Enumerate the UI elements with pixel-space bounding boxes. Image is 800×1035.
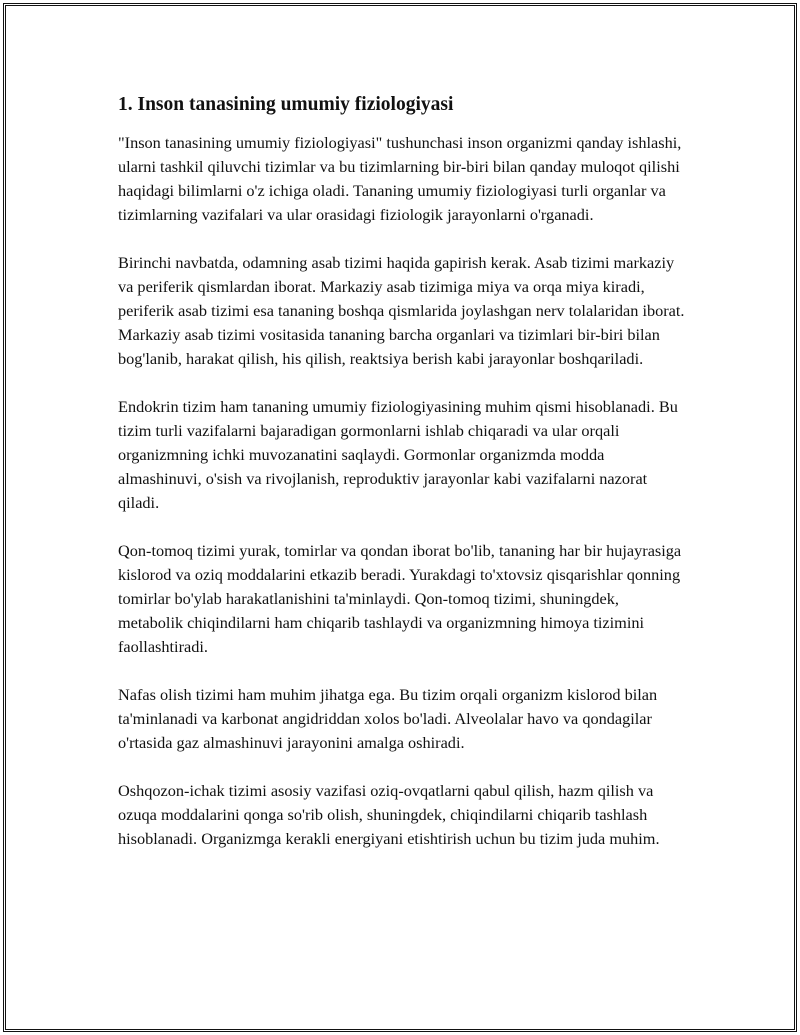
paragraph-nervous-system: Birinchi navbatda, odamning asab tizimi haqida gapirish kerak. Asab tizimi markaziy va periferik qismlardan iborat. Markaziy asab tizimiga miya va orqa miya kiradi, periferik asab tizimi esa tananing boshqa qismlarida joylashgan nerv tolalaridan iborat. Markaziy asab tizimi vositasida tananing barcha organlari va tizimlari bir-biri bilan bog'lanib, harakat qilish, his qilish, reaktsiya berish kabi jarayonlar boshqariladi.	[118, 253, 685, 368]
paragraph-endocrine-system: Endokrin tizim ham tananing umumiy fiziologiyasining muhim qismi hisoblanadi. Bu tizim turli vazifalarni bajaradigan gormonlarni ishlab chiqaradi va ular orqali organizmning ichki muvozanatini saqlaydi. Gormonlar organizmda modda almashinuvi, o'sish va rivojlanish, reproduktiv jarayonlar kabi vazifalarni nazorat qiladi.	[118, 397, 678, 512]
paragraph-circulatory-system: Qon-tomoq tizimi yurak, tomirlar va qondan iborat bo'lib, tananing har bir hujayrasiga kislorod va oziq moddalarini etkazib beradi. Yurakdagi to'xtovsiz qisqarishlar qonning tomirlar bo'ylab harakatlanishini ta'minlaydi. Qon-tomoq tizimi, shuningdek, metabolik chiqindilarni ham chiqarib tashlaydi va organizmning himoya tizimini faollashtiradi.	[118, 541, 682, 656]
document-body	[118, 93, 688, 875]
paragraph-digestive-system: Oshqozon-ichak tizimi asosiy vazifasi oziq-ovqatlarni qabul qilish, hazm qilish va ozuqa moddalarini qonga so'rib olish, shuningdek, chiqindilarni chiqarib tashlash hisoblanadi. Organizmga kerakli energiyani etishtirish uchun bu tizim juda muhim.	[118, 781, 660, 848]
paragraph-respiratory-system: Nafas olish tizimi ham muhim jihatga ega. Bu tizim orqali organizm kislorod bilan ta'minlanadi va karbonat angidriddan xolos bo'ladi. Alveolalar havo va qondagilar o'rtasida gaz almashinuvi jarayonini amalga oshiradi.	[118, 685, 658, 752]
paragraph-intro: "Inson tanasining umumiy fiziologiyasi" tushunchasi inson organizmi qanday ishlashi, ularni tashkil qiluvchi tizimlar va bu tizimlarning bir-biri bilan qanday muloqot qilishi haqidagi bilimlarni o'z ichiga oladi. Tananing umumiy fiziologiyasi turli organlar va tizimlarning vazifalari va ular orasidagi fiziologik jarayonlarni o'rganadi.	[118, 133, 682, 224]
document-title: 1. Inson tanasining umumiy fiziologiyasi	[118, 94, 454, 115]
